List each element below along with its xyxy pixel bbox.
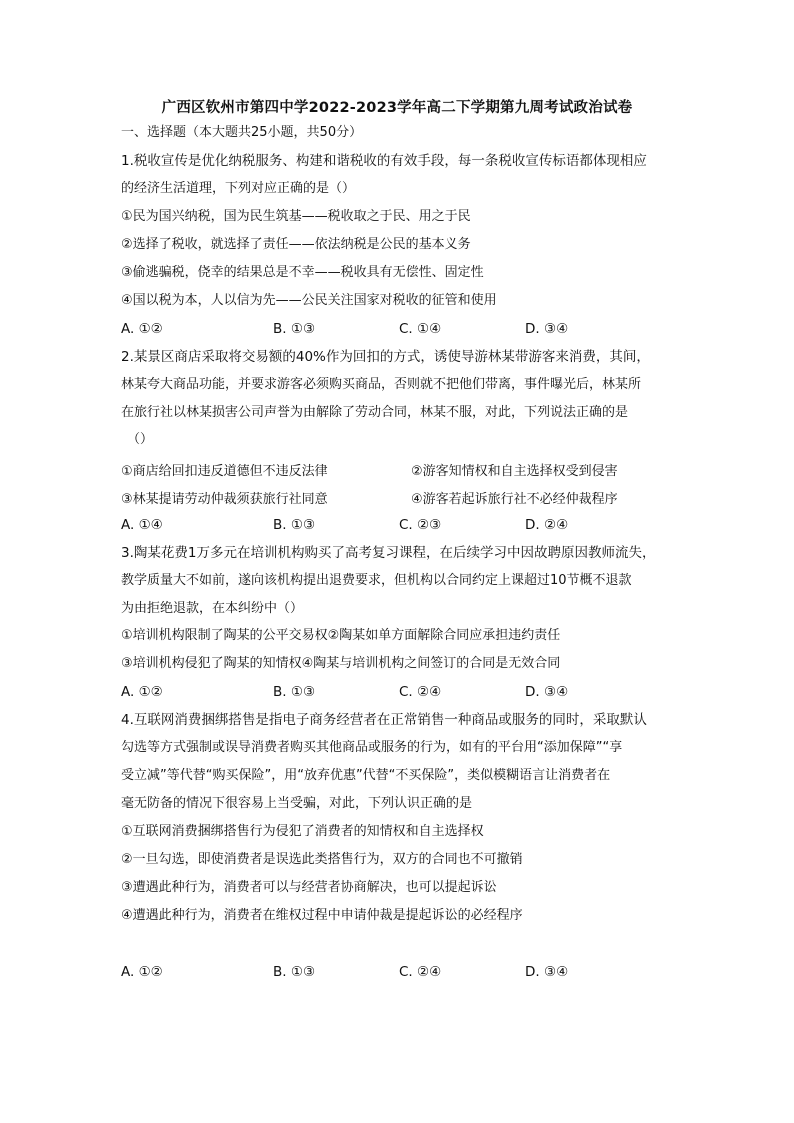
question-stem: 2.某景区商店采取将交易额的40%作为回扣的方式，诱使导游林某带游客来消费，其间， — [121, 349, 650, 365]
option-d: D. ③④ — [525, 321, 569, 337]
option-d: D. ②④ — [525, 517, 569, 533]
option-a: A. ①④ — [121, 517, 163, 533]
question-stem: 的经济生活道理，下列对应正确的是（） — [121, 181, 356, 196]
question-stem: 毫无防备的情况下很容易上当受骗，对此，下列认识正确的是 — [121, 796, 473, 811]
option-d: D. ③④ — [525, 964, 569, 980]
option-b: B. ①③ — [273, 517, 316, 533]
option-c: C. ②③ — [399, 517, 442, 533]
question-stem: 教学质量大不如前，遂向该机构提出退费要求，但机构以合同约定上课超过10节概不退款 — [121, 573, 632, 588]
option-b: B. ①③ — [273, 321, 316, 337]
question-stem: 4.互联网消费捆绑搭售是指电子商务经营者在正常销售一种商品或服务的同时，采取默认 — [121, 712, 647, 728]
option-d: D. ③④ — [525, 684, 569, 700]
question-stem: 林某夸大商品功能，并要求游客必须购买商品，否则就不把他们带离，事件曝光后，林某所 — [121, 377, 642, 392]
question-stem: 受立减”等代替“购买保险”，用“放弃优惠”代替“不买保险”，类似模糊语言让消费者在 — [121, 768, 611, 783]
option-c: C. ②④ — [399, 964, 442, 980]
option-a: A. ①② — [121, 321, 163, 337]
statement: ③培训机构侵犯了陶某的知情权④陶某与培训机构之间签订的合同是无效合同 — [121, 656, 561, 671]
question-stem: 为由拒绝退款，在本纠纷中（） — [121, 601, 304, 616]
question-stem: （） — [127, 432, 154, 447]
statement: ③偷逃骗税，侥幸的结果总是不幸——税收具有无偿性、固定性 — [121, 265, 484, 280]
question-stem: 3.陶某花费1万多元在培训机构购买了高考复习课程，在后续学习中因故聘原因教师流失， — [121, 545, 656, 561]
statement-row — [121, 460, 681, 478]
page-title: 广西区钦州市第四中学2022-2023学年高二下学期第九周考试政治试卷 — [161, 100, 633, 116]
statement: ④国以税为本，人以信为先——公民关注国家对税收的征管和使用 — [121, 293, 497, 308]
statement: ②游客知情权和自主选择权受到侵害 — [411, 464, 618, 479]
statement: ①民为国兴纳税，国为民生筑基——税收取之于民、用之于民 — [121, 209, 471, 224]
question-stem: 1.税收宣传是优化纳税服务、构建和谐税收的有效手段，每一条税收宣传标语都体现相应 — [121, 153, 647, 169]
statement: ②选择了税收，就选择了责任——依法纳税是公民的基本义务 — [121, 237, 471, 252]
option-b: B. ①③ — [273, 684, 316, 700]
option-a: A. ①② — [121, 964, 163, 980]
statement: ③遭遇此种行为，消费者可以与经营者协商解决，也可以提起诉讼 — [121, 880, 497, 895]
statement: ①互联网消费捆绑搭售行为侵犯了消费者的知情权和自主选择权 — [121, 824, 484, 839]
question-stem: 勾选等方式强制或误导消费者购买其他商品或服务的行为，如有的平台用“添加保障”“享 — [121, 740, 623, 755]
statement-row — [121, 488, 681, 506]
question-stem: 在旅行社以林某损害公司声誉为由解除了劳动合同，林某不服，对此，下列说法正确的是 — [121, 405, 629, 420]
statement: ④遭遇此种行为，消费者在维权过程中申请仲裁是提起诉讼的必经程序 — [121, 908, 523, 923]
statement: ②一旦勾选，即使消费者是误选此类搭售行为，双方的合同也不可撤销 — [121, 852, 523, 867]
option-c: C. ②④ — [399, 684, 442, 700]
statement: ④游客若起诉旅行社不必经仲裁程序 — [411, 492, 618, 507]
statement: ①培训机构限制了陶某的公平交易权②陶某如单方面解除合同应承担违约责任 — [121, 628, 561, 643]
statement: ③林某提请劳动仲裁须获旅行社同意 — [121, 492, 328, 507]
option-a: A. ①② — [121, 684, 163, 700]
section-heading: 一、选择题（本大题共25小题，共50分） — [121, 125, 363, 140]
statement: ①商店给回扣违反道德但不违反法律 — [121, 464, 328, 479]
option-b: B. ①③ — [273, 964, 316, 980]
option-c: C. ①④ — [399, 321, 442, 337]
